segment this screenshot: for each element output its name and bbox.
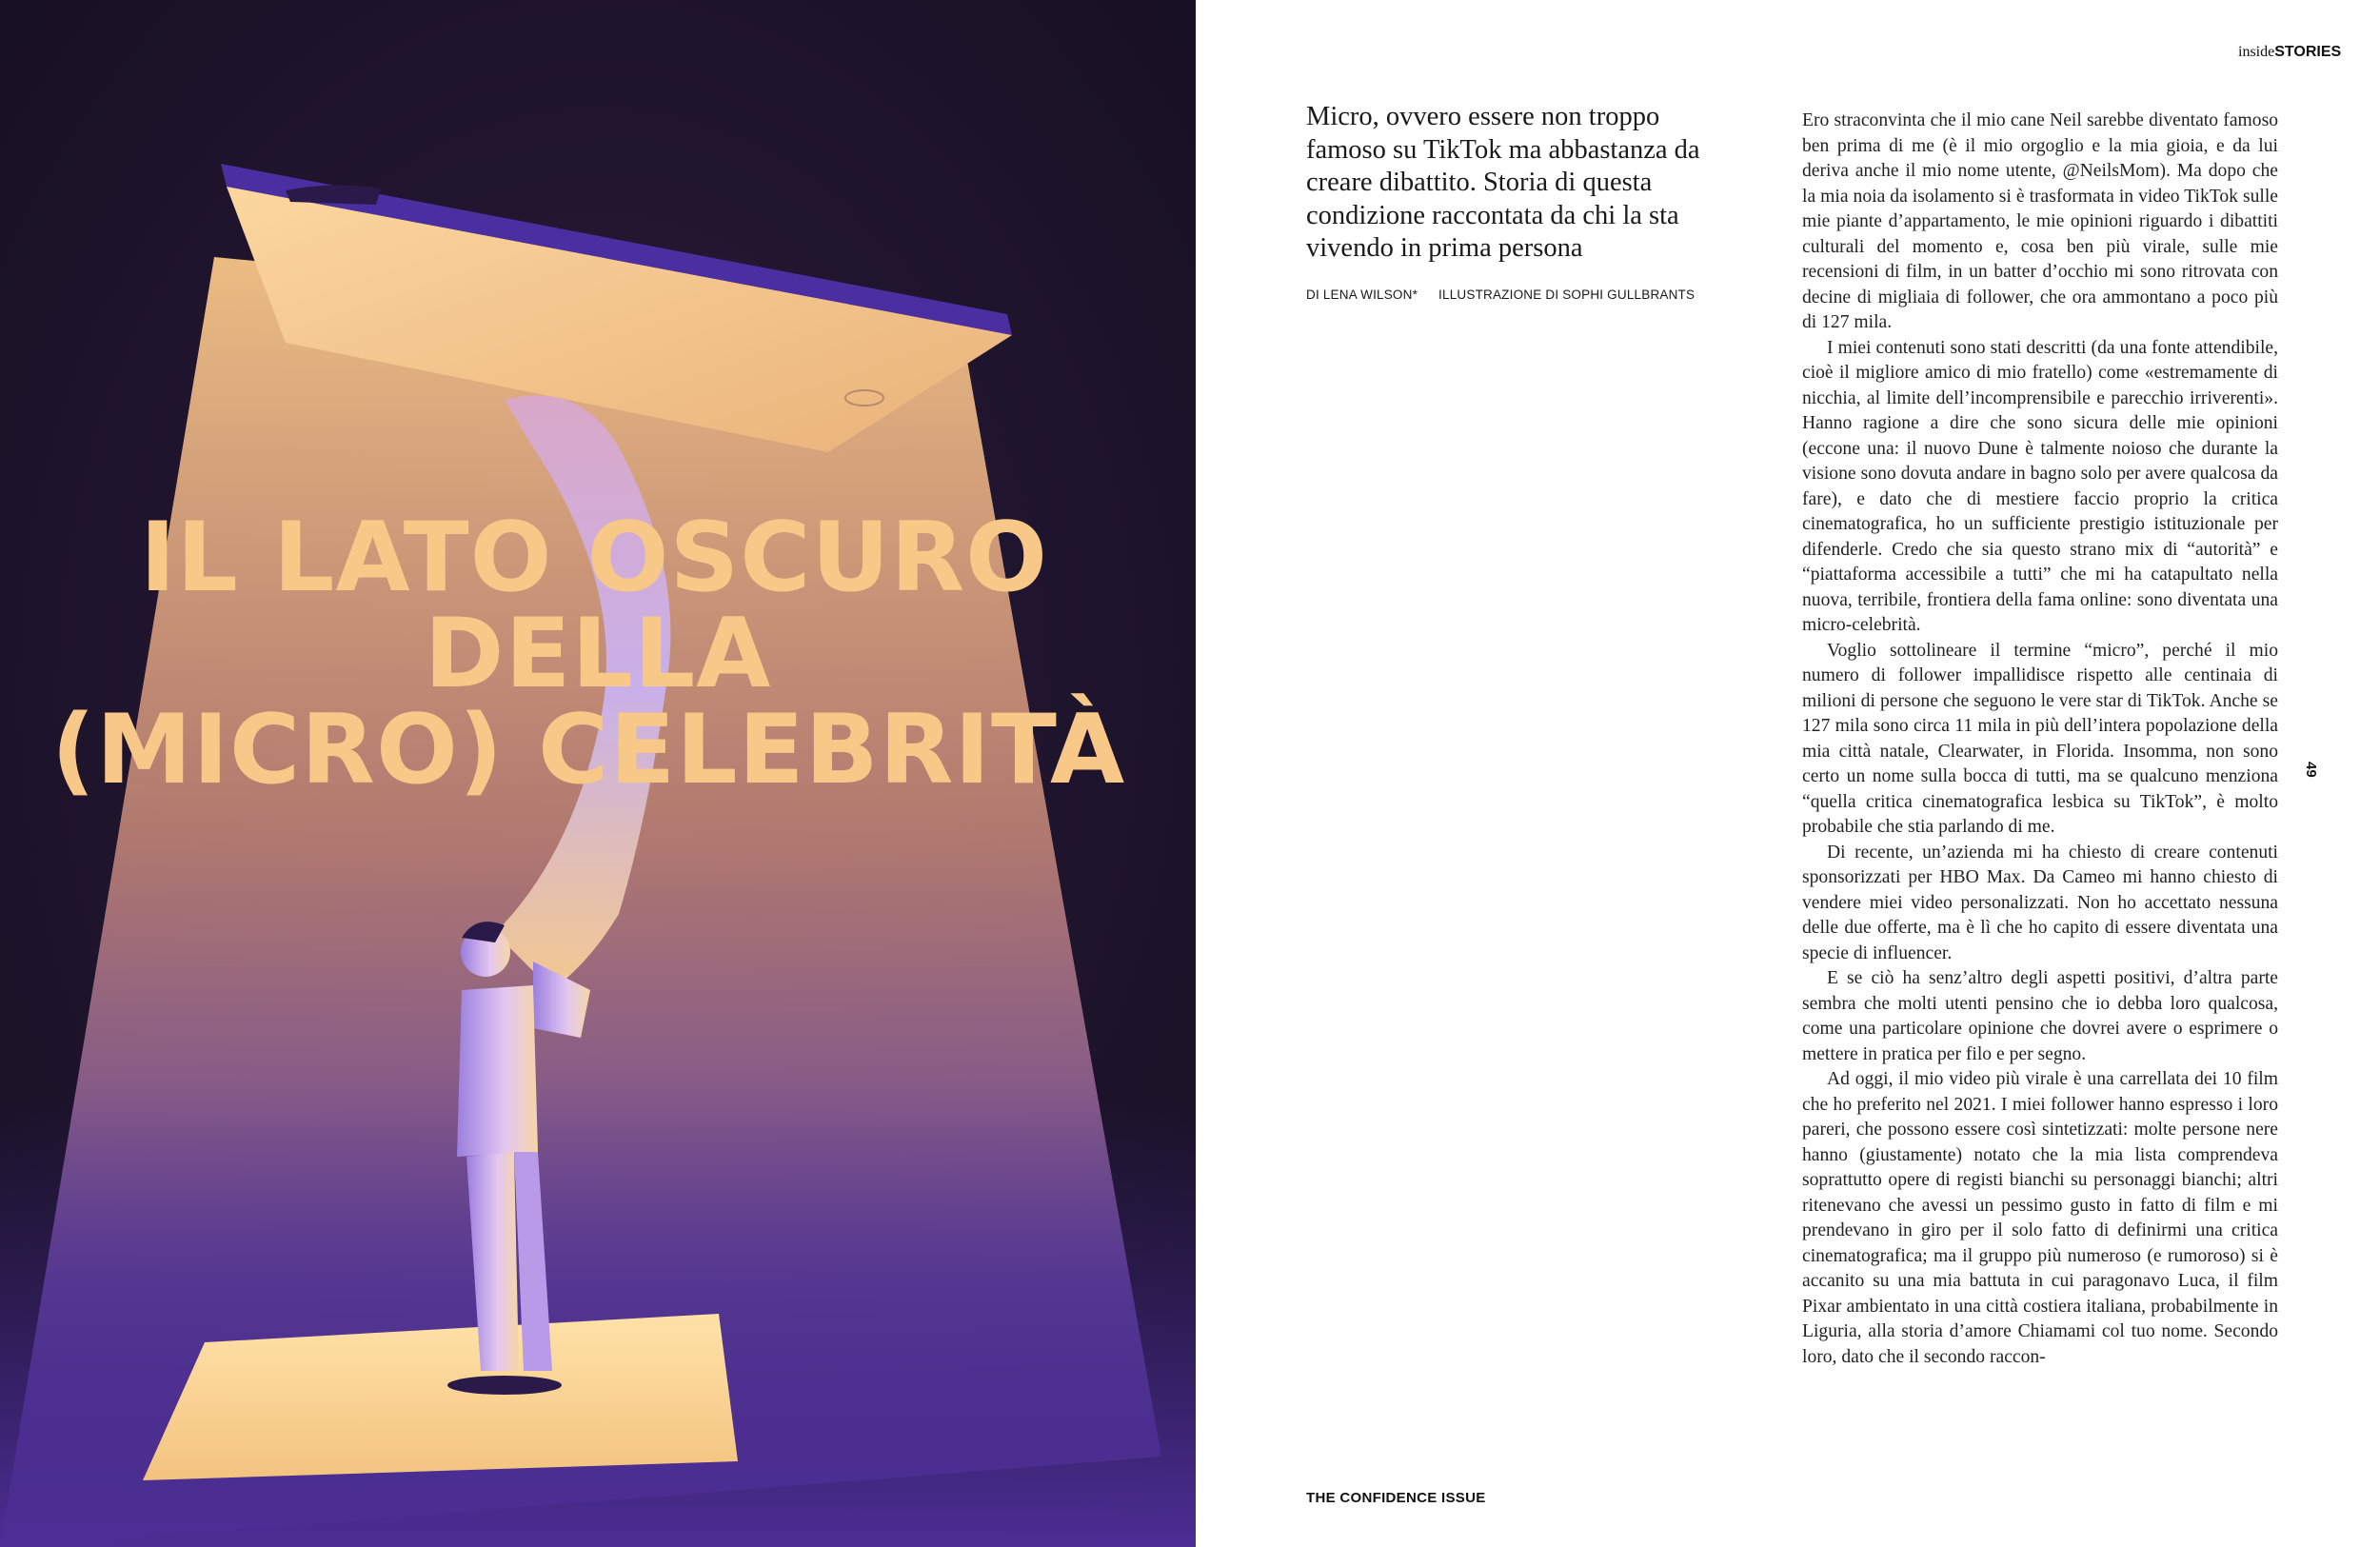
headline-line-3: (MICRO) CELEBRITÀ: [50, 693, 1126, 805]
article-body: [1802, 109, 2278, 1370]
author-credit: DI LENA WILSON*: [1306, 288, 1418, 302]
byline: [1306, 288, 1695, 302]
illustration-credit: ILLUSTRAZIONE DI SOPHI GULLBRANTS: [1438, 288, 1696, 302]
section-name: STORIES: [2274, 44, 2342, 60]
headline: [0, 501, 1196, 805]
body-paragraph: Voglio sottolineare il termine “micro”, perché il mio numero di follower impallidisce rispetto alle centinaia di milioni di persone che seguono le vere star di TikTok. Anche se 127 mila sono circa 11 mila in più dell’intera popolazione della mia città natale, Clearwater, in Florida. Insomma, non sono certo un nome sulla bocca di tutti, ma se qualcuno menziona “quella critica cinematografica lesbica su TikTok”, è molto probabile che stia parlando di me.: [1802, 640, 2278, 837]
body-paragraph: Ero straconvinta che il mio cane Neil sarebbe diventato famoso ben prima di me (è il mio orgoglio e la mia gioia, e da lui deriva anche il mio nome utente, @NeilsMom). Ma dopo che la mia noia da isolamento si è trasformata in video TikTok sulle mie piante d’appartamento, le mie opinioni riguardo i dibattiti culturali del momento e, cosa ben più virale, sulle mie recensioni di film, in un batter d’occhio mi sono ritrovata con decine di migliaia di follower, che ora ammontano a poco più di 127 mila.: [1802, 110, 2278, 332]
issue-footer: THE CONFIDENCE ISSUE: [1306, 1490, 1486, 1506]
headline-line-1: IL LATO OSCURO: [139, 501, 1049, 613]
text-page: [1196, 0, 2380, 1547]
headline-line-2: DELLA: [424, 597, 772, 709]
body-paragraph: Ad oggi, il mio video più virale è una carrellata dei 10 film che ho preferito nel 2021. I miei follower hanno espresso i loro pareri, che possono essere così sintetizzati: molte persone nere hanno (giustamente) notato che la mia lista comprendeva soprattutto opere di registi bianchi su personaggi bianchi; altri ritenevano che avessi un pessimo gusto in fatto di film e mi prendevano in giro per il solo fatto di definirmi una critica cinematografica; ma il gruppo più numeroso (e rumoroso) si è accanito su una mia battuta in cui paragonavo Luca, il film Pixar ambientato in una città costiera italiana, probabilmente in Liguria, alla storia d’amore Chiamami col tuo nome. Secondo loro, dato che il secondo raccon-: [1802, 1069, 2278, 1367]
page-number: 49: [2303, 762, 2319, 778]
standfirst: Micro, ovvero essere non troppo famoso su TikTok ma abbastanza da creare dibattito. Storia di questa condizione raccontata da chi la sta vivendo in prima persona: [1306, 102, 1700, 263]
body-paragraph: I miei contenuti sono stati descritti (da una fonte attendibile, cioè il migliore amico di mio fratello) come «estremamente di nicchia, al limite dell’incomprensibile e parecchio irriverenti». Hanno ragione a dire che sono sicura delle mie opinioni (eccone una: il nuovo Dune è talmente noioso che durante la visione sono dovuta andare in bagno solo per avere qualcosa da fare), e dato che di mestiere faccio proprio la critica cinematografica, ho un sufficiente prestigio istituzionale per difenderle. Credo che sia questo strano mix di “autorità” e “piattaforma accessibile a tutti” che mi ha catapultato nella nuova, terribile, frontiera della fama online: sono diventata una micro-celebrità.: [1802, 337, 2278, 635]
body-paragraph: Di recente, un’azienda mi ha chiesto di creare contenuti sponsorizzati per HBO Max. Da Cameo mi hanno chiesto di vendere miei video personalizzati. Non ho accettato nessuna delle due offerte, ma è lì che ho capito di essere diventata una specie di influencer.: [1802, 842, 2278, 963]
person-torso: [457, 985, 538, 1157]
section-prefix: inside: [2238, 44, 2275, 60]
hand-silhouette: [286, 185, 381, 205]
body-paragraph: E se ciò ha senz’altro degli aspetti positivi, d’altra parte sembra che molti utenti pensino che io debba loro qualcosa, come una particolare opinione che dovrei avere o esprimere o mettere in pratica per filo e per segno.: [1802, 968, 2278, 1064]
section-label: [2238, 44, 2341, 61]
person-shadow: [447, 1376, 562, 1395]
